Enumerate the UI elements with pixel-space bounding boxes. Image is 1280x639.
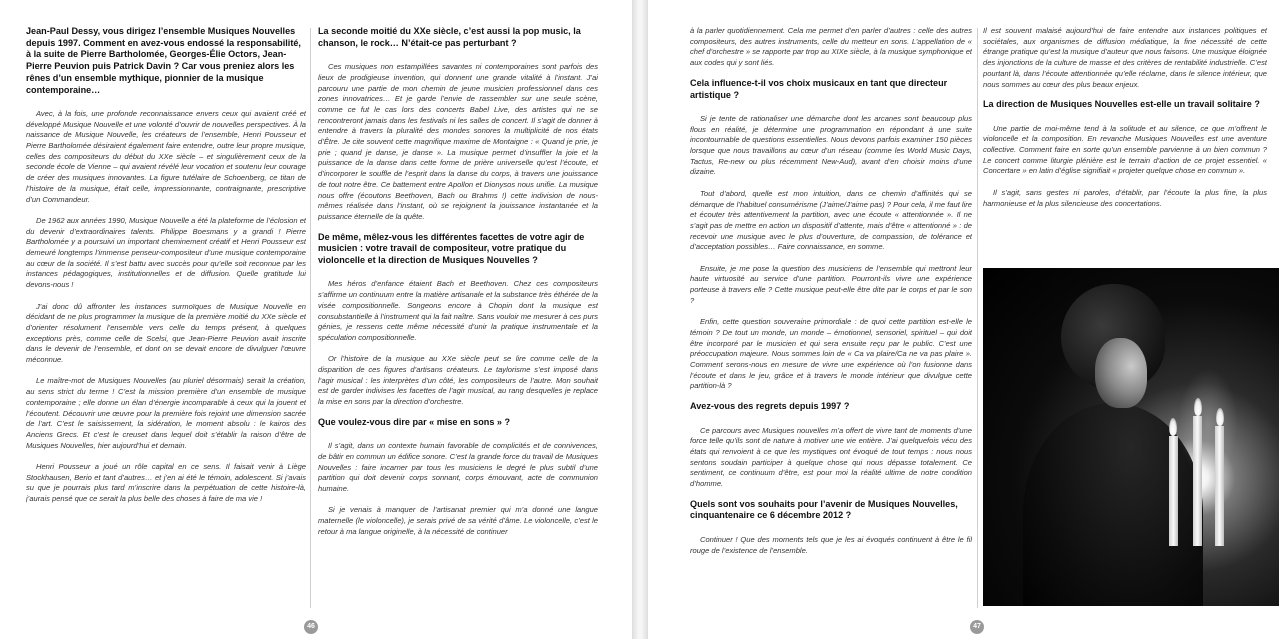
interview-question: La seconde moitié du XXe siècle, c’est aussi la pop music, la chanson, le rock… N’était-ce pas perturbant ?	[318, 26, 581, 48]
paragraph-spacer	[690, 524, 972, 535]
interview-answer: Si je venais à manquer de l’artisanat premier qui m’a donné une langue maternelle (le violoncelle), je serais privé de sa vérité d’âme. Le violoncelle, c’est le retour à ma langue originelle, à la nécessité de continuer	[318, 505, 598, 536]
interview-question: Cela influence-t-il vos choix musicaux en tant que directeur artistique ?	[690, 77, 948, 100]
interview-question: De même, mêlez-vous les différentes facettes de votre agir de musicien : votre travail de compositeur, votre pratique du violoncelle et la direction de Musiques Nouvelles ?	[318, 231, 585, 266]
interview-question: La direction de Musiques Nouvelles est-elle un travail solitaire ?	[983, 99, 1260, 110]
paragraph-spacer	[983, 177, 1267, 188]
paragraph-spacer	[318, 51, 598, 62]
interview-answer: Il s’agit, dans un contexte humain favorable de complicités et de connivences, de bâtir en commun un édifice sonore. C’est la grande force du travail de Musiques Nouvelles : faire incarner par tous les musiciens le degré le plus subtil d’une partition qui doit devenir corps sonnant, corps émouvant, acte de communion humaine.	[318, 441, 598, 494]
interview-answer: De 1962 aux années 1990, Musique Nouvelle a été la plateforme de l’éclosion et du devenir d’extraordinaires talents. Philippe Boesmans y a grandi ! Pierre Bartholomée y a poursuivi un important cheminement créatif et Henri Pousseur est demeuré longtemps l’immense penseur-compositeur d’une musique contemporaine au cœur de la société. Il s’est battu avec succès pour qu’elle soit reconnue par les instances pédagogiques, institutionnelles et de diffusion. Quelle gratitude lui devons-nous !	[26, 215, 306, 290]
paragraph-spacer	[318, 269, 598, 280]
paragraph-spacer	[690, 307, 972, 318]
interview-answer: Avec, à la fois, une profonde reconnaissance envers ceux qui avaient créé et développé Musique Nouvelle et une volonté d’ouvrir de nouvelles perspectives. À la naissance de Musique Nouvelle, les créateurs de l’ensemble, Henri Pousseur et Pierre Bartholomée désiraient également faire entendre, outre leur propre musique, celles des compositeurs du début du XXe siècle – et singulièrement ceux de la seconde école de Vienne – qui avaient révélé leur vocation et soutenu leur courage de créer des musiques innovantes. La figure tutélaire de Schoenberg, ce titan de l’histoire de la musique, était celle, impressionnante, contraignante, prescriptive d’un Commandeur.	[26, 108, 306, 204]
column-4	[983, 26, 1267, 262]
interview-answer: Or l’histoire de la musique au XXe siècle peut se lire comme celle de la disparition de ces figures d’artisans créateurs. Le taylorisme s’est imposé dans l’agir musical : les interprètes d’un côté, les compositeurs de l’autre. Mon souhait est de garder indivises les facettes de l’agir musical, au rang desquelles je replace la mise en sons par la direction d’orchestre.	[318, 354, 598, 407]
page-number-right: 47	[970, 620, 984, 634]
paragraph-spacer	[26, 205, 306, 216]
interview-answer: Enfin, cette question souveraine primordiale : de quoi cette partition est-elle le témoin ? De tout un monde, un monde – émotionnel, sensoriel, spirituel – qui doit être incorporé par le musicien et qui sera ensuite reçu par le public. C’est une préoccupation majeure. Nous sommes loin de « Ca va plaire/Ca ne va pas plaire ». Comment serons-nous en mesure de vivre une expérience où l’on fusionne dans l’écoute et dans le jeu, grâce et à travers le monde intérieur que divulgue cette partition-là ?	[690, 317, 972, 391]
paragraph-spacer	[690, 415, 972, 426]
paragraph-spacer	[690, 490, 972, 499]
page-number-left: 46	[304, 620, 318, 634]
paragraph-spacer	[318, 431, 598, 442]
interview-answer: Mes héros d’enfance étaient Bach et Beethoven. Chez ces compositeurs s’affirme un continuum entre la matière artisanale et la substance très éthérée de la visée compositionnelle. Songeons encore à Chopin dont la musique est consubstantielle à l’instrument qui la fait naître. Sans vouloir me mesurer à ces purs génies, je ressens cette même nécessité d’unir la pratique instrumentale et la spéculation compositionnelle.	[318, 279, 598, 342]
left-page	[0, 0, 632, 639]
interview-answer: J’ai donc dû affronter les instances surmoïques de Musique Nouvelle en décidant de ne plus programmer la musique de la première moitié du XXe siècle et d’orienter résolument l’ensemble vers celle du temps présent, à quelques exceptions près, comme celle de Scelsi, que Jean-Pierre Peuvion avait inscrite dans le devenir de l’ensemble, et dont on se devait encore de divulguer l’œuvre méconnue.	[26, 301, 306, 365]
column-3	[690, 26, 972, 611]
paragraph-spacer	[983, 113, 1267, 124]
paragraph-spacer	[690, 253, 972, 264]
interview-question: Avez-vous des regrets depuis 1997 ?	[690, 401, 850, 412]
right-page	[648, 0, 1280, 639]
interview-answer: Ensuite, je me pose la question des musiciens de l’ensemble qui mettront leur haute virtuosité au service d’une partition. Pourront-ils vivre une expérience porteuse à travers elle ? Cette musique peut-elle être dite par le corps et par le son ?	[690, 263, 972, 305]
candle-flame	[1194, 398, 1202, 416]
interview-answer: Ce parcours avec Musiques nouvelles m’a offert de vivre tant de moments d’une force telle qu’ils sont de nature à motiver une vie entière. J’ai quelquefois vécu des états qui renvoient à ce que les mystiques ont évoqué de tout temps : nous nous sentons soudain participer à quelque chose qui nous dépasse totalement. Ce sentiment, ce continuum d’être, est pour moi la réalité ultime de notre condition d’homme.	[690, 425, 972, 489]
photo-figure-face	[1095, 338, 1147, 408]
interview-answer: Il est souvent malaisé aujourd’hui de faire entendre aux instances politiques et sociétales, aux organismes de diffusion médiatique, la fine nécessité de cette étrange pratique qu’est la musique d’auteur que nous faisons. Une musique éloignée des injonctions de la culture de masse et des critères de rentabilité industrielle. C’est pourtant là, dans l’écoute attentionnée qu’elle réclame, dans le silence intérieur, que nous sommes au cœur des plus beaux enjeux.	[983, 26, 1267, 89]
paragraph-spacer	[26, 366, 306, 377]
paragraph-spacer	[318, 408, 598, 417]
column-divider	[310, 28, 311, 608]
column-1	[26, 26, 306, 611]
candle	[1193, 416, 1202, 546]
candle	[1169, 436, 1178, 546]
interview-answer: Ces musiques non estampillées savantes ni contemporaines sont parfois des lieux de prodigieuse invention, qui donnent une grande vitalité à l’instant. J’ai parcouru une partie de mon chemin de jeune musicien professionnel dans ces zones innovatrices… Et je garde l’envie de rassembler sur une seule scène, comme ce fut le cas lors des concerts Babel Live, des artistes qui ne se rencontreront jamais dans les festivals ni les salles de concert. Il s’agit de donner à entendre à travers la pluralité des mondes sonores la multiplicité de nos états d’Être. Je cite souvent cette magnifique maxime de Montaigne : « Quand je prie, je prie ; quand je danse, je danse ». La musique permet d’insuffler la joie et la puissance de la danse dans cette forme de prière universelle qu’est l’écoute, et d’incorporer le souffle de l’esprit dans la danse du corps, à travers une jouissance de tout notre être. Ce battement entre Apollon et Dionysos nous unifie. La musique nous offre (écoutons Beethoven, Bach ou Brahms !) cette indivision de nous-mêmes réalisée dans l’instant, où se rejoignent la jouissance instantanée et la puissance éternelle de la quête.	[318, 62, 598, 221]
candle-flame	[1169, 418, 1177, 436]
paragraph-spacer	[318, 223, 598, 232]
column-2	[318, 26, 598, 611]
interview-answer: Tout d’abord, quelle est mon intuition, dans ce chemin d’affinités qui se démarque de l’habituel consumérisme (J’aime/J’aime pas) ? Pour cela, il me faut lire et écouter très attentivement la partition, avec une écoute « attentionnée ». Il ne s’agit pas de mettre en action un dispositif d’attente, mais d’être « attentionné » : de recevoir une musique avec le plus d’ouverture, de compassion, de tolérance et d’acceptation possibles… Faire connaissance, en somme.	[690, 188, 972, 252]
interview-answer: Le maître-mot de Musiques Nouvelles (au pluriel désormais) serait la création, au sens strict du terme ! C’est la mission première d’un ensemble de musique contemporaine ; elle donne un élan d’énergie incomparable à ceux qui la jouent et l’écoutent. Découvrir une œuvre pour la première fois rejoint une dimension sacrée de l’art. C’est le saisissement, la sidération, le moment absolu : le kairos des Anciens Grecs. Et c’est le creuset dans lequel doit s’établir la raison d’être de Musiques Nouvelles, hier aujourd’hui et demain.	[26, 376, 306, 450]
paragraph-spacer	[690, 69, 972, 78]
paragraph-spacer	[26, 451, 306, 462]
paragraph-spacer	[690, 103, 972, 114]
interview-answer: Si je tente de rationaliser une démarche dont les arcanes sont beaucoup plus flous en réalité, je détermine une programmation en répondant à une suite incontournable de questions essentielles. Nous devons parfois examiner 150 pièces lorsque que nous travaillons au cœur d’un réseau (comme les World Music Days, Tactus, Re-new ou plus récemment New-Aud), avant d’en choisir moins d’une dizaine.	[690, 113, 972, 177]
candle-flame	[1216, 408, 1224, 426]
paragraph-spacer	[26, 291, 306, 302]
candle	[1215, 426, 1224, 546]
interview-answer: Continuer ! Que des moments tels que je les ai évoqués continuent à être le fil rouge de l’existence de l’ensemble.	[690, 534, 972, 555]
paragraph-spacer	[690, 392, 972, 401]
paragraph-spacer	[690, 178, 972, 189]
interview-question: Quels sont vos souhaits pour l’avenir de Musiques Nouvelles, cinquantenaire ce 6 décembre 2012 ?	[690, 498, 958, 521]
cellist-candle-photo	[983, 268, 1279, 606]
interview-answer: Henri Pousseur a joué un rôle capital en ce sens. Il faisait venir à Liège Stockhausen, Berio et tant d’autres… et j’en ai été le témoin, adolescent. Si j’avais su que je pourrais plus tard m’inscrire dans la perpétuation de cette histoire-là, j’aurais pensé que ce serait la plus belle des choses à faire de ma vie !	[26, 462, 306, 504]
paragraph-spacer	[318, 495, 598, 506]
book-gutter	[632, 0, 648, 639]
photo-smoke	[1178, 368, 1238, 478]
interview-question: Jean-Paul Dessy, vous dirigez l’ensemble Musiques Nouvelles depuis 1997. Comment en avez-vous endossé la responsabilité, à la suite de Pierre Bartholomée, Georges-Élie Octors, Jean-Pierre Peuvion puis Patrick Davin ? Car vous preniez alors les rênes d’un ensemble mythique, pionnier de la musique contemporaine…	[26, 26, 301, 95]
interview-answer: Il s’agit, sans gestes ni paroles, d’établir, par l’écoute la plus fine, la plus harmonieuse et la plus silencieuse des concertations.	[983, 187, 1267, 208]
paragraph-spacer	[318, 344, 598, 355]
interview-question: Que voulez-vous dire par « mise en sons » ?	[318, 416, 511, 427]
interview-answer: à la parler quotidiennement. Cela me permet d’en parler d’autres : celle des autres compositeurs, des autres instruments, celle du metteur en sons. L’appellation de « chef d’orchestre » se rapporte par trop au XIXe siècle, à la musique symphonique et aux codes qui y sont liés.	[690, 26, 972, 68]
paragraph-spacer	[983, 90, 1267, 99]
column-divider	[977, 28, 978, 608]
paragraph-spacer	[26, 98, 306, 109]
interview-answer: Une partie de moi-même tend à la solitude et au silence, ce que m’offrent le violoncelle et la composition. En revanche Musiques Nouvelles est une aventure collective. Comment faire en sorte qu’un ensemble parvienne à un bien commun ? Le concert comme liturgie plénière est le terrain d’action de ce projet essentiel. « Concertare » en latin d’église signifiait « projeter quelque chose en commun ».	[983, 123, 1267, 176]
